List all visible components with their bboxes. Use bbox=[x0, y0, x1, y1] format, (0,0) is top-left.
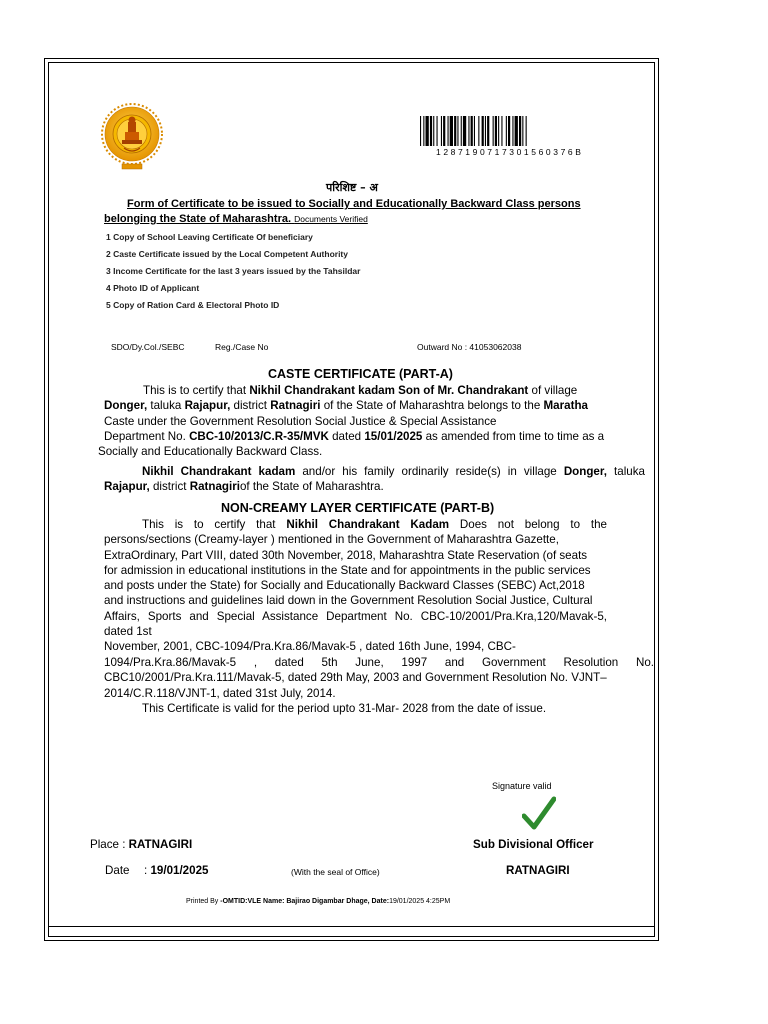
barcode-bar bbox=[468, 116, 469, 146]
checkmark-icon bbox=[522, 796, 556, 832]
residence-paragraph: Nikhil Chandrakant kadam and/or his family ordinarily reside(s) in village Donger, taluka Rajapur, district Ratnagiriof the State of Maharashtra. bbox=[104, 465, 645, 494]
hindi-heading: परिशिष्ट – अ bbox=[326, 181, 378, 194]
barcode-bar bbox=[437, 116, 438, 146]
outward-no: Outward No : 41053062038 bbox=[417, 342, 522, 352]
part-a-title: CASTE CERTIFICATE (PART-A) bbox=[268, 367, 453, 381]
document-item: 2 Caste Certificate issued by the Local Competent Authority bbox=[106, 249, 348, 259]
barcode-bar bbox=[493, 116, 494, 146]
applicant-name: Nikhil Chandrakant Kadam bbox=[286, 518, 450, 531]
barcode-bar bbox=[433, 116, 434, 146]
barcode-bar bbox=[512, 116, 513, 146]
barcode-bar bbox=[443, 116, 445, 146]
reg-case-no: Reg./Case No bbox=[215, 342, 269, 352]
barcode-bar bbox=[506, 116, 507, 146]
documents-verified-label: Documents Verified bbox=[294, 214, 368, 224]
office-ref: SDO/Dy.Col./SEBC bbox=[111, 342, 185, 352]
part-b-paragraph-cont: 1094/Pra.Kra.86/Mavak-5 , dated 5th June, 1997 and Government Resolution No. CBC10/2001/Pra.Kra.111/Mavak-5, dated 29th May, 2003 and Government Resolution No. VJNT– 2014/C.R.118/VJNT-1, dated 31st July, 2014. This Certificate is valid for the period upto 31-Mar- 2028 from the date of issue. bbox=[104, 656, 654, 715]
barcode-bar bbox=[508, 116, 510, 146]
form-title-line2: belonging the State of Maharashtra. Documents Verified bbox=[104, 213, 368, 225]
barcode-bar bbox=[471, 116, 473, 146]
document-item: 4 Photo ID of Applicant bbox=[106, 283, 200, 293]
date-label: Date bbox=[105, 864, 130, 877]
caste: Maratha bbox=[543, 399, 588, 413]
barcode-bar bbox=[423, 116, 424, 146]
taluka: Rajapur, bbox=[184, 399, 231, 413]
place-value: RATNAGIRI bbox=[128, 838, 193, 851]
validity-text: This Certificate is valid for the period upto 31-Mar- 2028 from the date of issue. bbox=[142, 701, 547, 715]
barcode-bar bbox=[463, 116, 466, 146]
bottom-divider bbox=[48, 926, 655, 927]
barcode bbox=[420, 116, 610, 146]
barcode-bar bbox=[461, 116, 462, 146]
village: Donger, bbox=[104, 399, 148, 413]
barcode-bar bbox=[478, 116, 479, 146]
barcode-bar bbox=[515, 116, 518, 146]
seal-note: (With the seal of Office) bbox=[291, 867, 380, 877]
barcode-bar bbox=[457, 116, 458, 146]
barcode-bar bbox=[519, 116, 521, 146]
gr-date: 15/01/2025 bbox=[364, 429, 423, 443]
gr-number: CBC-10/2013/C.R-35/MVK bbox=[189, 429, 329, 443]
barcode-bar bbox=[526, 116, 527, 146]
printed-by: Printed By -OMTID:VLE Name: Bajirao Digambar Dhage, Date:19/01/2025 4:25PM bbox=[186, 898, 451, 905]
officer-place: RATNAGIRI bbox=[506, 864, 570, 877]
barcode-bar bbox=[485, 116, 486, 146]
signature-valid-label: Signature valid bbox=[492, 781, 552, 791]
barcode-bar bbox=[450, 116, 453, 146]
date-line: : 19/01/2025 bbox=[144, 864, 209, 877]
document-item: 3 Income Certificate for the last 3 years issued by the Tahsildar bbox=[106, 266, 361, 276]
barcode-bar bbox=[474, 116, 475, 146]
barcode-bar bbox=[495, 116, 497, 146]
barcode-bar bbox=[420, 116, 421, 146]
applicant-name: Nikhil Chandrakant kadam bbox=[249, 384, 395, 397]
barcode-bar bbox=[522, 116, 523, 146]
barcode-bar bbox=[454, 116, 456, 146]
date-value: 19/01/2025 bbox=[150, 864, 209, 877]
part-b-paragraph: This is to certify that Nikhil Chandrakant Kadam Does not belong to the persons/sections (Creamy-layer ) mentioned in the Government of Maharashtra Gazette, ExtraOrdinary, Part VIII, dated 30th November, 2018, Maharashtra State Reservation (of seats for admission in educational institutions in the State and for appointments in the public services and posts under the State) for Socially and Educationally Backward Classes (SEBC) Act,2018 and instructions and guidelines laid down in the Government Resolution Social Justice, Cultural Affairs, Sports and Special Assistance Department No. CBC-10/2001/Pra.Kra,120/Mavak-5, dated 1st November, 2001, CBC-1094/Pra.Kra.86/Mavak-5 , dated 16th June, 1994, CBC- bbox=[104, 518, 608, 654]
place-line: Place : RATNAGIRI bbox=[90, 838, 193, 851]
barcode-bar bbox=[482, 116, 484, 146]
barcode-bar bbox=[487, 116, 489, 146]
barcode-bar bbox=[448, 116, 449, 146]
form-title-line1: Form of Certificate to be issued to Socially and Educationally Backward Class persons bbox=[127, 198, 581, 210]
father-name: Mr. Chandrakant bbox=[437, 384, 529, 397]
barcode-bar bbox=[441, 116, 442, 146]
district: Ratnagiri bbox=[270, 399, 321, 413]
barcode-number: 1287190717301560376B bbox=[436, 147, 584, 157]
document-item: 1 Copy of School Leaving Certificate Of beneficiary bbox=[106, 232, 313, 242]
barcode-bar bbox=[498, 116, 499, 146]
document-item: 5 Copy of Ration Card & Electoral Photo ID bbox=[106, 300, 280, 310]
barcode-bar bbox=[426, 116, 429, 146]
officer-designation: Sub Divisional Officer bbox=[473, 838, 594, 851]
maharashtra-seal-icon bbox=[100, 98, 164, 174]
part-a-paragraph: This is to certify that Nikhil Chandrakant kadam Son of Mr. Chandrakant of village Donger, taluka Rajapur, district Ratnagiri of the State of Maharashtra belongs to the Maratha Caste under the Government Resolution Social Justice & Special Assistance Department No. CBC-10/2013/C.R-35/MVK dated 15/01/2025 as amended from time to time as a Socially and Educationally Backward Class. bbox=[98, 384, 605, 459]
barcode-bar bbox=[501, 116, 502, 146]
barcode-bar bbox=[430, 116, 432, 146]
part-b-title: NON-CREAMY LAYER CERTIFICATE (PART-B) bbox=[221, 501, 495, 515]
